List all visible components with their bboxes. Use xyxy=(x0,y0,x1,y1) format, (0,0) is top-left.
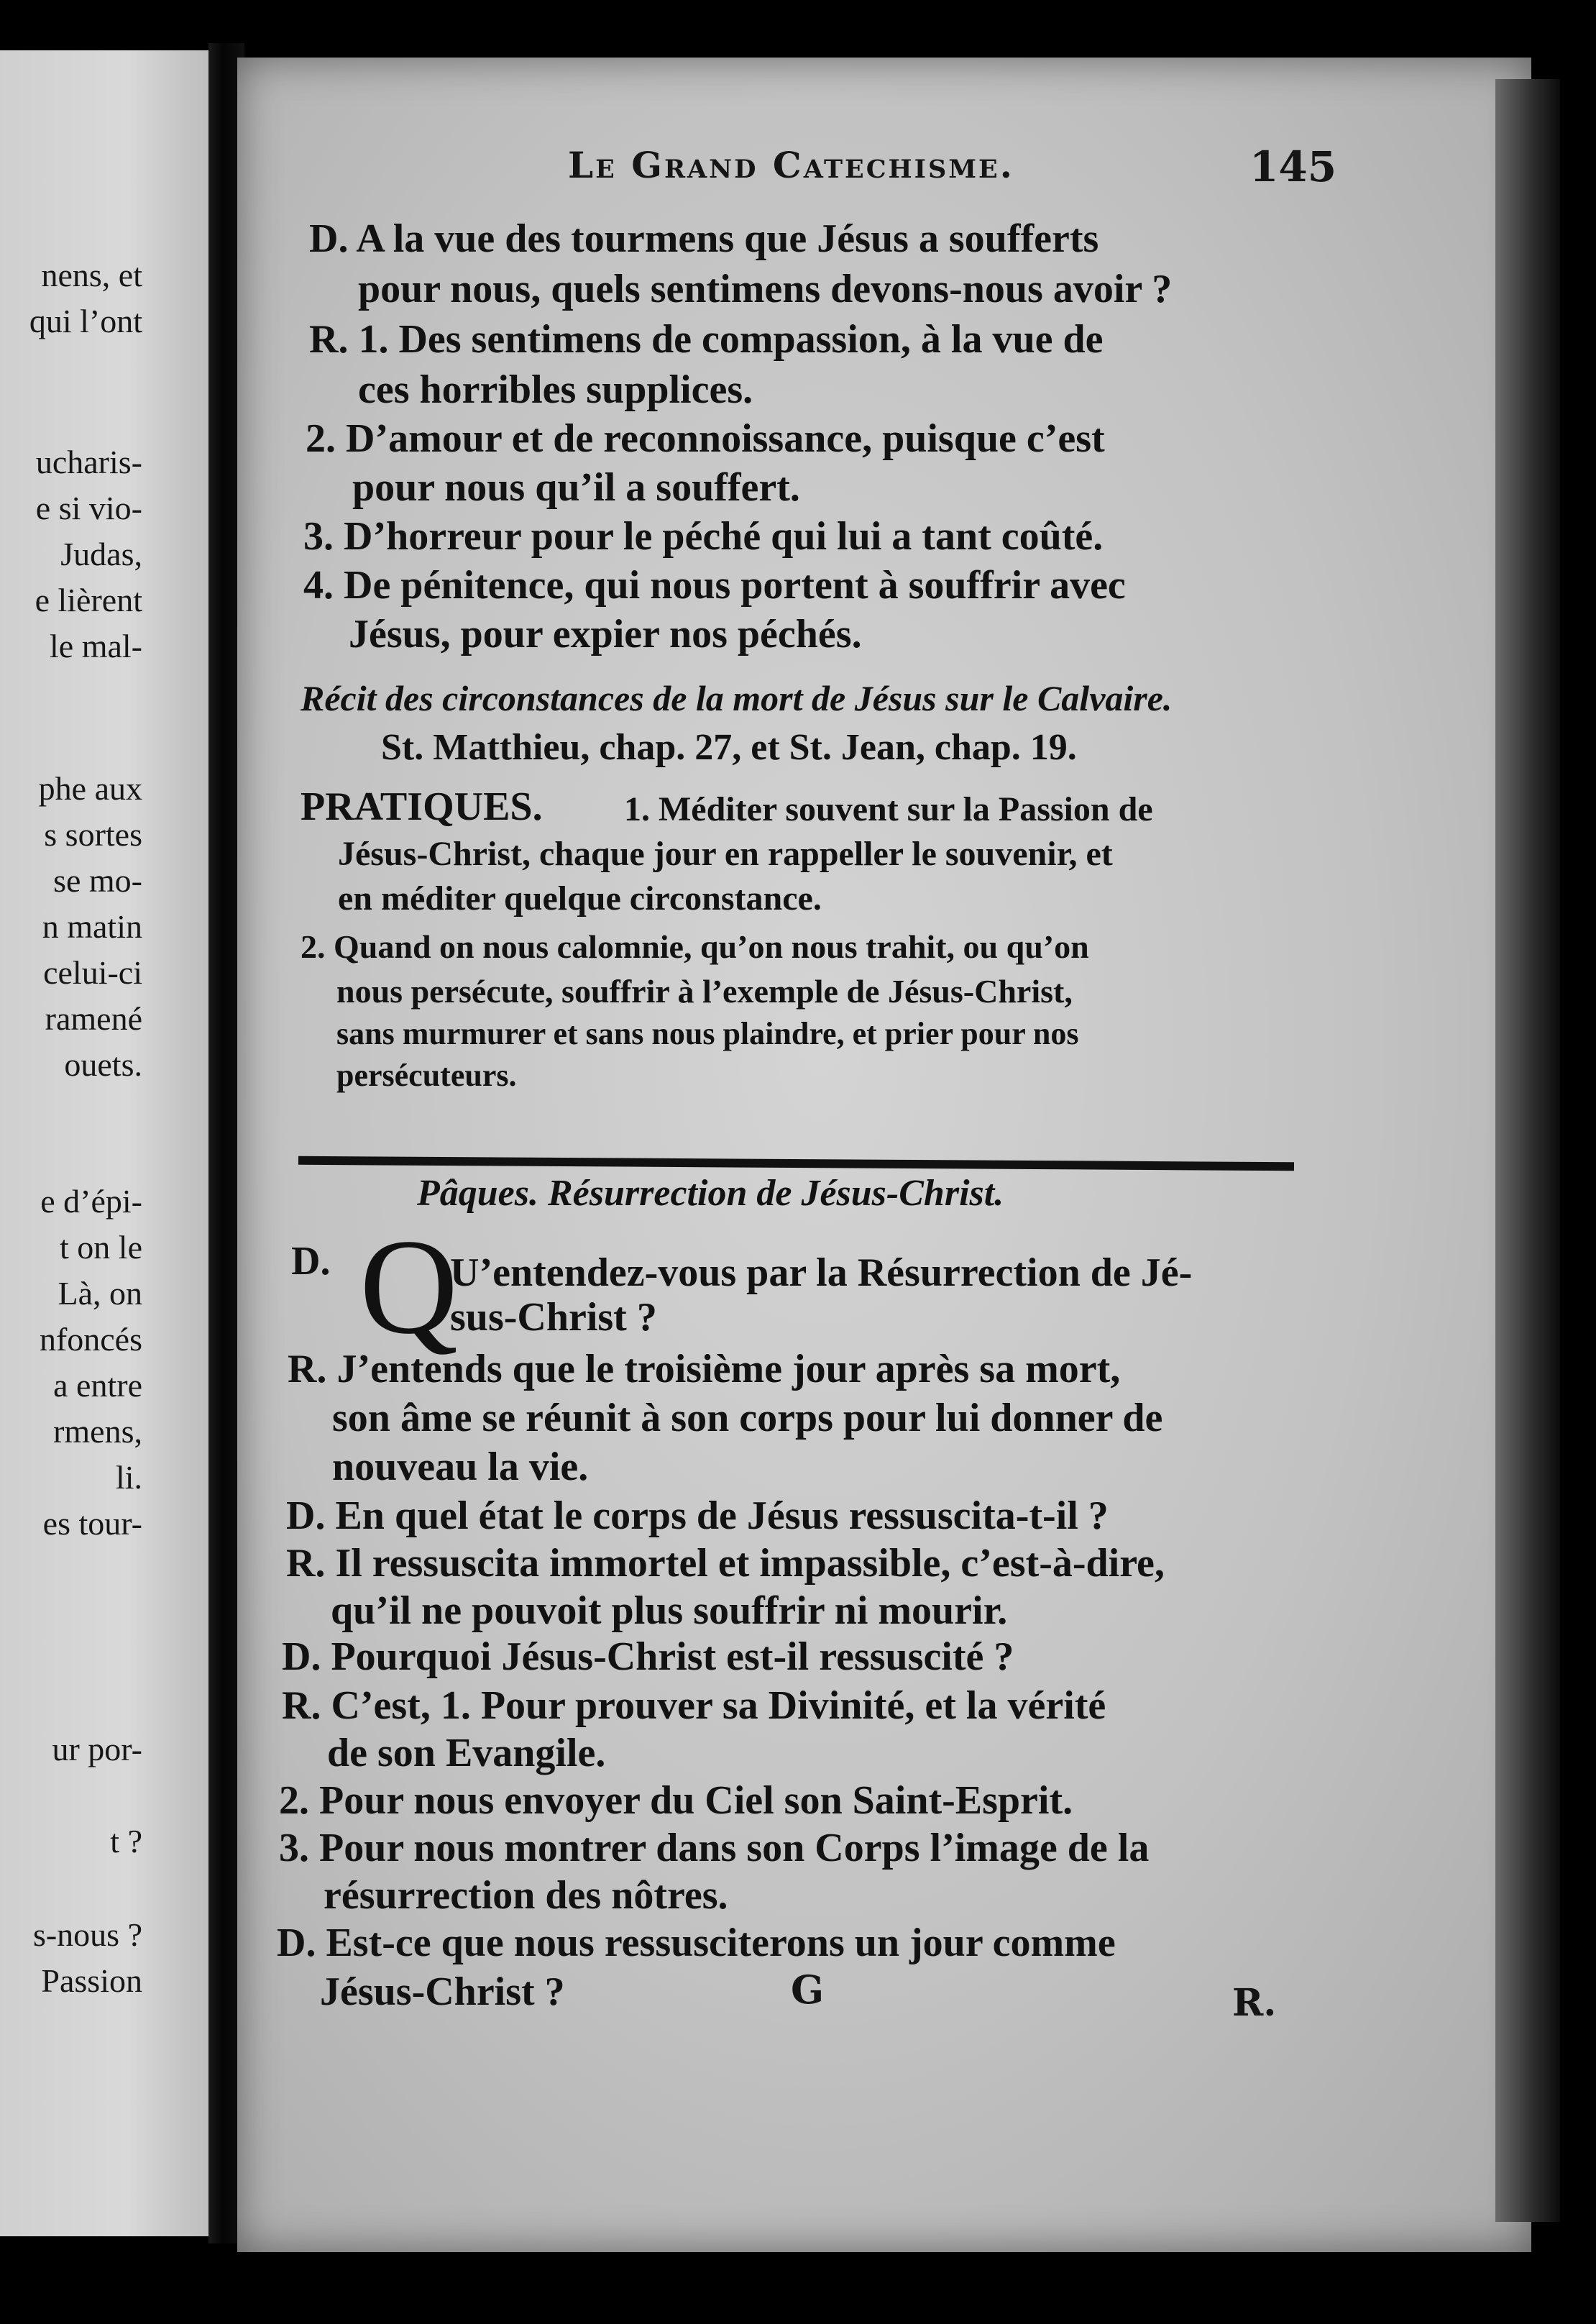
left-text-line: nens, et xyxy=(41,257,142,293)
pratiques-line: nous persécute, souffrir à l’exemple de Jésus-Christ, xyxy=(336,973,1073,1010)
drop-cap: Q xyxy=(359,1212,459,1363)
page-edge-shadow xyxy=(1495,79,1560,2222)
left-text-line: Là, on xyxy=(58,1275,142,1312)
text-line: pour nous qu’il a souffert. xyxy=(352,465,800,510)
text-line: son âme se réunit à son corps pour lui donner de xyxy=(332,1396,1163,1440)
left-text-line: t on le xyxy=(60,1229,142,1266)
left-text-line: Judas, xyxy=(60,536,142,572)
left-text-line: e si vio- xyxy=(35,490,142,526)
text-line: 2. Pour nous envoyer du Ciel son Saint-Esprit. xyxy=(279,1778,1073,1823)
pratiques-line: persécuteurs. xyxy=(336,1058,517,1093)
left-text-line: t ? xyxy=(110,1823,142,1859)
text-line: U’entendez-vous par la Résurrection de Jé- xyxy=(450,1250,1193,1295)
left-text-line: phe aux xyxy=(38,770,142,807)
text-line: D. Pourquoi Jésus-Christ est-il ressuscité ? xyxy=(282,1634,1014,1679)
text-line: D. A la vue des tourmens que Jésus a soufferts xyxy=(309,216,1099,261)
recit-reference: St. Matthieu, chap. 27, et St. Jean, chap. 19. xyxy=(381,727,1077,768)
left-text-line: ramené xyxy=(45,1000,142,1037)
text-line: résurrection des nôtres. xyxy=(324,1873,728,1918)
text-line: 3. Pour nous montrer dans son Corps l’image de la xyxy=(279,1826,1150,1870)
section-heading: Pâques. Résurrection de Jésus-Christ. xyxy=(417,1173,1004,1214)
signature-mark: G xyxy=(791,1967,825,2013)
pratiques-line: 2. Quand on nous calomnie, qu’on nous trahit, ou qu’on xyxy=(301,928,1089,965)
page-number: 145 xyxy=(1249,142,1337,191)
pratiques-label: PRATIQUES. xyxy=(301,784,543,829)
left-text-line: e d’épi- xyxy=(40,1183,142,1220)
text-line: D. Est-ce que nous ressusciterons un jour comme xyxy=(277,1921,1116,1965)
left-text-line: rmens, xyxy=(53,1413,142,1450)
left-text-line: le mal- xyxy=(50,628,142,664)
left-text-line: s-nous ? xyxy=(32,1916,142,1953)
text-line: R. C’est, 1. Pour prouver sa Divinité, et la vérité xyxy=(282,1683,1106,1728)
left-text-line: ouets. xyxy=(64,1046,142,1083)
catchword: R. xyxy=(1232,1981,1277,2025)
text-line: Jésus, pour expier nos péchés. xyxy=(349,612,862,657)
left-text-line: a entre xyxy=(53,1367,142,1404)
pratiques-line: sans murmurer et sans nous plaindre, et prier pour nos xyxy=(336,1016,1079,1051)
text-line: qu’il ne pouvoit plus souffrir ni mourir. xyxy=(331,1588,1008,1633)
pratiques-line: en méditer quelque circonstance. xyxy=(338,879,822,918)
left-text-line: se mo- xyxy=(53,862,142,899)
left-text-line: Passion xyxy=(41,1962,142,1999)
pratiques-line: Jésus-Christ, chaque jour en rappeller le souvenir, et xyxy=(338,835,1113,873)
left-text-line: e lièrent xyxy=(35,582,142,618)
pratiques-line: 1. Méditer souvent sur la Passion de xyxy=(624,790,1153,828)
previous-page-fragment xyxy=(0,50,208,2236)
text-line: nouveau la vie. xyxy=(332,1445,589,1489)
text-line: 4. De pénitence, qui nous portent à souffrir avec xyxy=(303,563,1126,608)
left-text-line: es tour- xyxy=(42,1505,142,1542)
text-line: R. 1. Des sentimens de compassion, à la vue de xyxy=(309,317,1104,362)
text-line: R. Il ressuscita immortel et impassible, c’est-à-dire, xyxy=(286,1541,1165,1586)
left-text-line: qui l’ont xyxy=(29,303,142,339)
text-line: D. xyxy=(291,1239,331,1284)
text-line: sus-Christ ? xyxy=(450,1295,657,1340)
running-title: Le Grand Catechisme. xyxy=(568,144,1015,186)
text-line: 3. D’horreur pour le péché qui lui a tant coûté. xyxy=(303,514,1104,559)
left-text-line: s sortes xyxy=(44,816,142,853)
text-line: ces horribles supplices. xyxy=(358,367,753,412)
left-text-line: n matin xyxy=(42,908,142,945)
text-line: de son Evangile. xyxy=(327,1731,606,1775)
text-line: 2. D’amour et de reconnoissance, puisque c’est xyxy=(306,416,1105,461)
text-line: Jésus-Christ ? xyxy=(320,1970,565,2014)
left-text-line: ur por- xyxy=(52,1731,142,1767)
left-text-line: ucharis- xyxy=(35,444,142,480)
left-text-line: celui-ci xyxy=(43,954,142,991)
left-text-line: nfoncés xyxy=(39,1321,142,1358)
left-text-line: li. xyxy=(115,1459,142,1496)
text-line: D. En quel état le corps de Jésus ressuscita-t-il ? xyxy=(286,1493,1109,1538)
text-line: R. J’entends que le troisième jour après sa mort, xyxy=(288,1347,1121,1391)
text-line: pour nous, quels sentimens devons-nous avoir ? xyxy=(358,267,1173,311)
recit-title: Récit des circonstances de la mort de Jésus sur le Calvaire. xyxy=(301,678,1173,718)
